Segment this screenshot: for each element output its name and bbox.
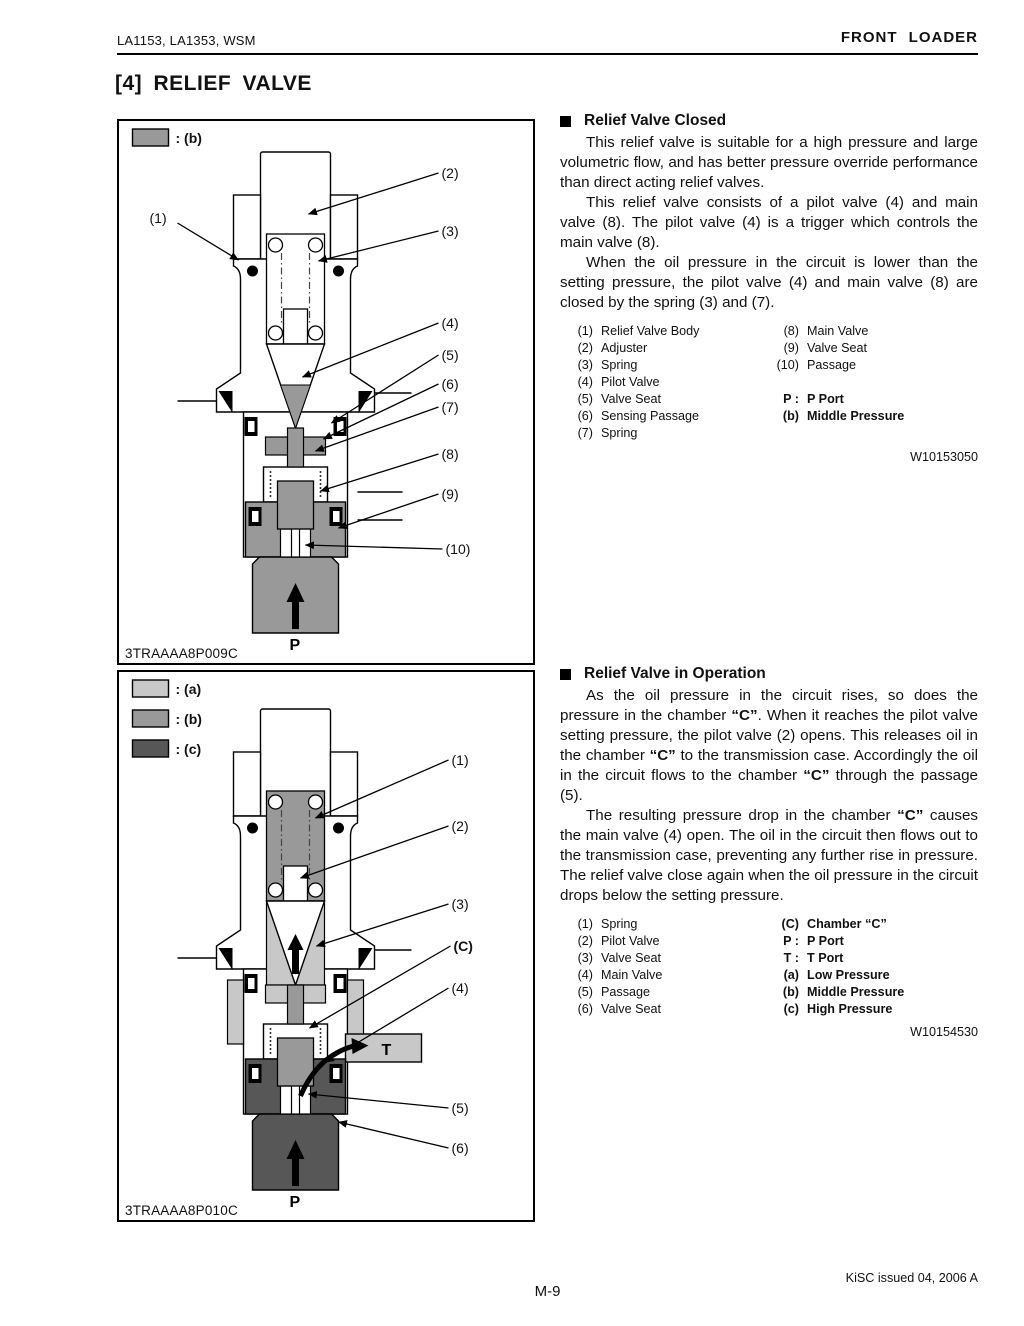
port-item: (c) High Pressure	[783, 1002, 893, 1016]
callout-label-chamber-c: (C)	[453, 938, 473, 954]
port-label-p: P	[289, 1194, 301, 1211]
section-heading	[560, 665, 978, 683]
callout-label: (4)	[441, 315, 459, 331]
parts-list-right	[768, 323, 978, 425]
list-spacer	[768, 374, 978, 391]
part-item: (8) Main Valve	[783, 324, 869, 338]
parts-list-left	[562, 916, 762, 1018]
figure-code: 3TRAAAA8P010C	[125, 1203, 238, 1218]
page-title: [4] RELIEF VALVE	[115, 72, 312, 95]
watermark-code: W10153050	[910, 450, 978, 464]
part-item: (3) Spring	[577, 358, 638, 372]
pilot-spring-chamber	[267, 791, 325, 901]
body-paragraph: As the oil pressure in the circuit rises, so does the pressure in the chamber “C”. When it reaches the pilot valve setting pressure, the pilot valve (2) opens. This releases oil in the chamber “C” to the transmission case. Accordingly the oil in the circuit flows to the chamber “C” through the passage (5).	[560, 687, 978, 804]
part-item: (1) Relief Valve Body	[577, 324, 700, 338]
manual-section-name: FRONT LOADER	[840, 29, 978, 46]
body-paragraph: When the oil pressure in the circuit is lower than the setting pressure, the pilot valve (4) and main valve (8) are closed by the spring (3) and (7).	[560, 254, 978, 311]
port-item: (b) Middle Pressure	[782, 985, 905, 999]
section-heading	[560, 112, 978, 130]
legend-label: : (a)	[175, 681, 202, 697]
parts-list	[560, 916, 978, 1020]
body-paragraph: This relief valve consists of a pilot valve (4) and main valve (8). The pilot valve (4) is a trigger which controls the main valve (8).	[560, 194, 978, 251]
parts-list	[560, 323, 978, 445]
section-relief-valve-closed	[560, 112, 978, 464]
callout-label: (5)	[441, 347, 459, 363]
callout-label: (7)	[441, 399, 459, 415]
callout-labels	[452, 752, 473, 1156]
part-item: (7) Spring	[577, 426, 638, 440]
figure-relief-valve-operation	[117, 670, 535, 1222]
legend-middle-pressure	[133, 129, 202, 146]
part-item: (4) Pilot Valve	[577, 375, 660, 389]
relief-valve-operation-diagram	[119, 672, 533, 1220]
figure-code: 3TRAAAA8P009C	[125, 646, 238, 661]
part-item: (1) Spring	[577, 917, 638, 931]
section-relief-valve-in-operation	[560, 665, 978, 1039]
parts-list-left	[562, 323, 762, 442]
part-item: (9) Valve Seat	[783, 341, 867, 355]
port-item: (b) Middle Pressure	[782, 409, 905, 423]
relief-valve-closed-diagram	[119, 121, 533, 663]
section-heading-text: Relief Valve in Operation	[584, 665, 766, 682]
legend-label: : (b)	[175, 711, 202, 727]
body-paragraph: This relief valve is suitable for a high pressure and large volumetric flow, and has better pressure override performance than direct acting relief valves.	[560, 134, 978, 191]
manual-model-code: LA1153, LA1353, WSM	[117, 33, 256, 48]
callout-label: (2)	[451, 818, 469, 834]
port-label-t: T	[381, 1042, 392, 1059]
port-label-p: P	[289, 637, 301, 654]
callout-label: (5)	[451, 1100, 469, 1116]
watermark-code: W10154530	[910, 1025, 978, 1039]
legend-label: : (b)	[175, 130, 202, 146]
part-item: (5) Passage	[577, 985, 651, 999]
part-item: (4) Main Valve	[577, 968, 663, 982]
callout-label: (3)	[451, 896, 469, 912]
footer-issue-note: KiSC issued 04, 2006 A	[845, 1271, 978, 1285]
port-item: T : T Port	[783, 951, 844, 965]
legend-pressures	[133, 680, 202, 757]
parts-list-right	[768, 916, 978, 1018]
part-item: (6) Valve Seat	[577, 1002, 661, 1016]
callout-label: (3)	[441, 223, 459, 239]
part-item: (3) Valve Seat	[577, 951, 661, 965]
figure-relief-valve-closed	[117, 119, 535, 665]
body-paragraph: The resulting pressure drop in the chamber “C” causes the main valve (4) open. The oil in the circuit then flows out to the transmission case, preventing any further rise in pressure. The relief valve close again when the oil pressure in the circuit drops below the setting pressure.	[560, 807, 978, 904]
callout-label: (6)	[441, 376, 459, 392]
port-item: (C) Chamber “C”	[781, 917, 887, 931]
port-item: P : P Port	[783, 392, 844, 406]
callout-label: (9)	[441, 486, 459, 502]
part-item: (6) Sensing Passage	[577, 409, 700, 423]
callout-label: (8)	[441, 446, 459, 462]
legend-label: : (c)	[175, 741, 202, 757]
port-item: P : P Port	[783, 934, 844, 948]
callout-label: (10)	[445, 541, 471, 557]
part-item: (2) Pilot Valve	[577, 934, 660, 948]
footer-page-number: M-9	[534, 1283, 561, 1300]
main-valve-spool	[278, 481, 314, 529]
square-bullet-icon	[560, 116, 571, 127]
section-heading-text: Relief Valve Closed	[584, 112, 727, 129]
part-item: (5) Valve Seat	[577, 392, 661, 406]
callout-label: (1)	[149, 210, 167, 226]
square-bullet-icon	[560, 669, 571, 680]
header-rule	[117, 53, 978, 55]
callout-label: (1)	[451, 752, 469, 768]
callout-label: (6)	[451, 1140, 469, 1156]
pilot-spring-chamber	[267, 234, 325, 344]
port-item: (a) Low Pressure	[783, 968, 890, 982]
callout-label: (4)	[451, 980, 469, 996]
part-item: (2) Adjuster	[577, 341, 648, 355]
callout-label: (2)	[441, 165, 459, 181]
part-item: (10) Passage	[776, 358, 857, 372]
